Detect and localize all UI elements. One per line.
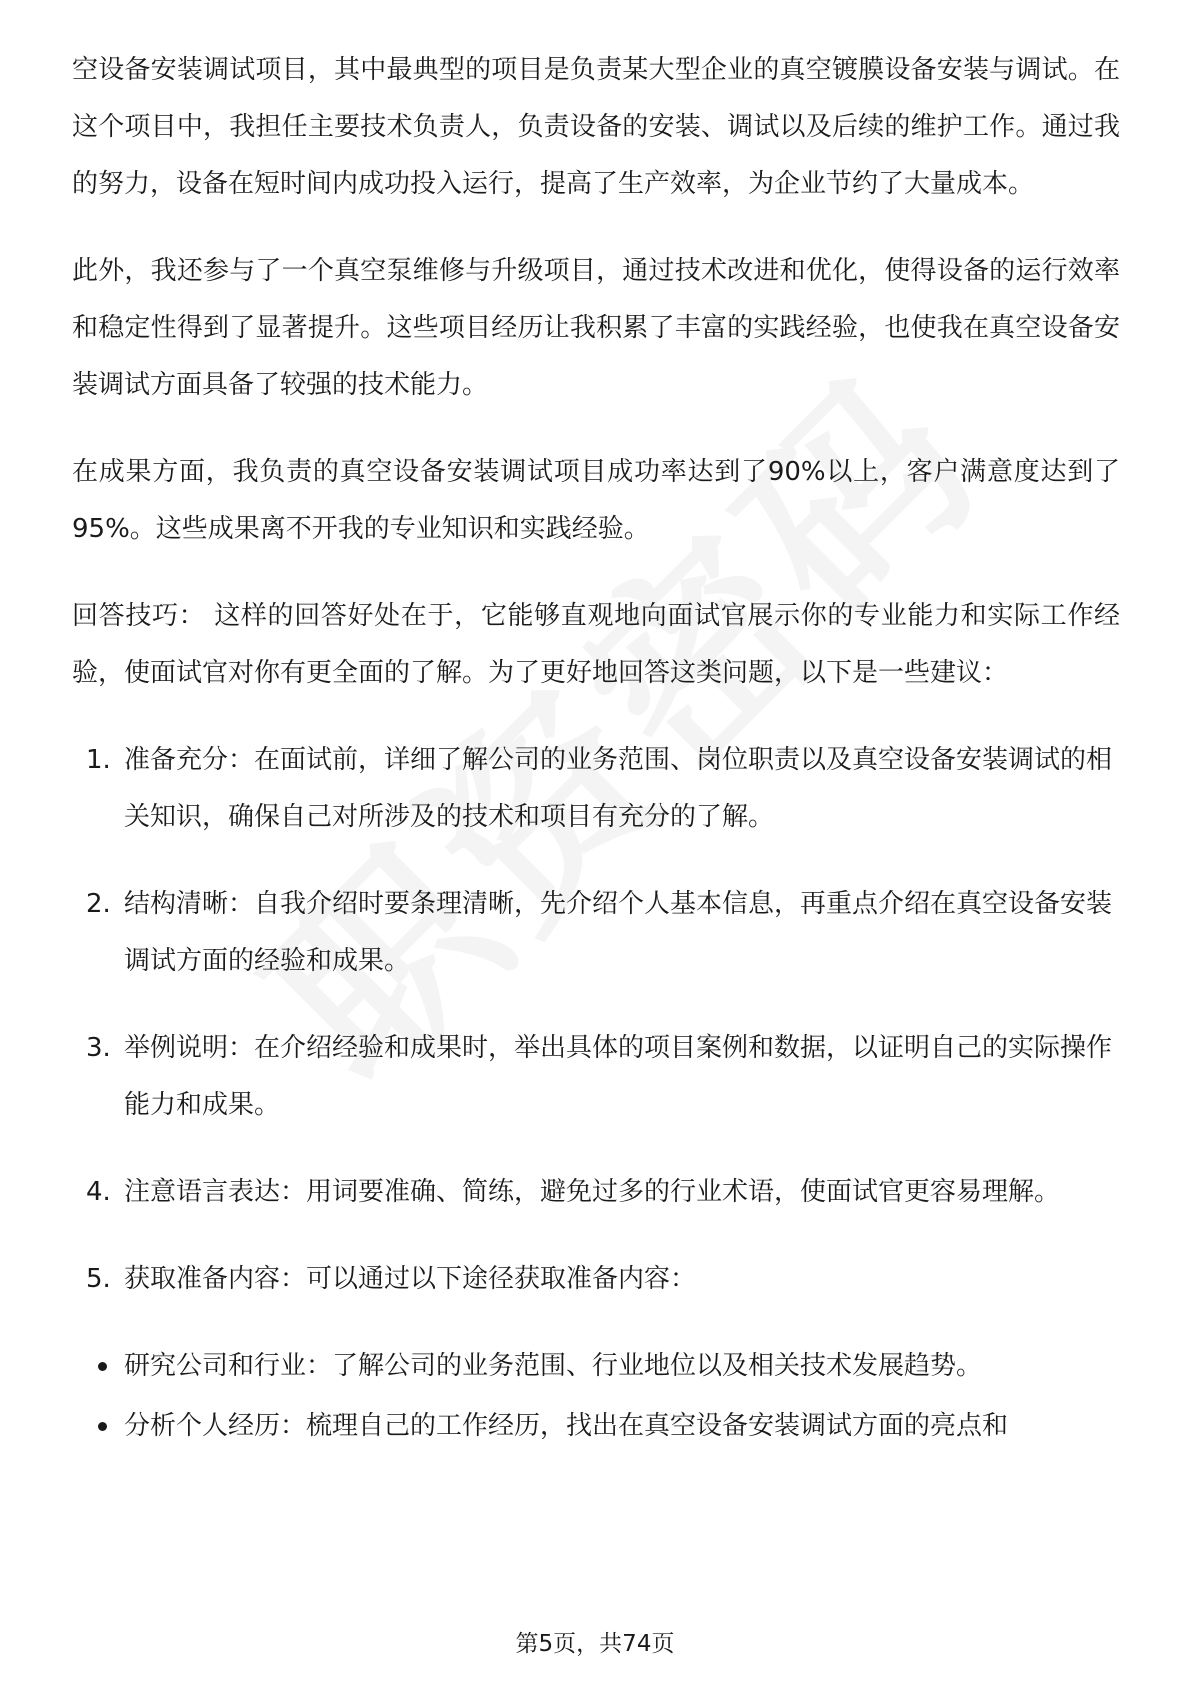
tips-list <box>72 732 1120 1308</box>
bullet-dot-icon <box>98 1362 107 1371</box>
page-footer: 第5页，共74页 <box>515 1631 675 1657</box>
paragraph-answer-tips: 回答技巧： 这样的回答好处在于，它能够直观地向面试官展示你的专业能力和实际工作经验，使面试官对你有更全面的了解。为了更好地回答这类问题，以下是一些建议： <box>72 601 1120 688</box>
tip-number: 3. <box>86 1033 111 1063</box>
paragraph-achievements: 在成果方面，我负责的真空设备安装调试项目成功率达到了90%以上，客户满意度达到了95%。这些成果离不开我的专业知识和实践经验。 <box>72 457 1120 544</box>
tip-text: 结构清晰：自我介绍时要条理清晰，先介绍个人基本信息，再重点介绍在真空设备安装调试方面的经验和成果。 <box>124 889 1113 976</box>
bullet-dot-icon <box>98 1422 107 1431</box>
tip-item <box>72 1020 1120 1134</box>
tip-item <box>72 1251 1120 1308</box>
tip-item <box>72 732 1120 846</box>
tip-item <box>72 876 1120 990</box>
bullet-text: 分析个人经历：梳理自己的工作经历，找出在真空设备安装调试方面的亮点和 <box>124 1411 1009 1441</box>
paragraph-project-experience: 空设备安装调试项目，其中最典型的项目是负责某大型企业的真空镀膜设备安装与调试。在这个项目中，我担任主要技术负责人，负责设备的安装、调试以及后续的维护工作。通过我的努力，设备在短时间内成功投入运行，提高了生产效率，为企业节约了大量成本。 <box>72 55 1120 199</box>
tip-text: 准备充分：在面试前，详细了解公司的业务范围、岗位职责以及真空设备安装调试的相关知识，确保自己对所涉及的技术和项目有充分的了解。 <box>124 745 1113 832</box>
tip-number: 1. <box>86 745 111 775</box>
bullet-text: 研究公司和行业：了解公司的业务范围、行业地位以及相关技术发展趋势。 <box>124 1351 983 1381</box>
bullet-item <box>72 1338 1120 1394</box>
tip-text: 举例说明：在介绍经验和成果时，举出具体的项目案例和数据，以证明自己的实际操作能力和成果。 <box>124 1033 1113 1120</box>
bullet-item <box>72 1398 1120 1454</box>
tip-text: 注意语言表达：用词要准确、简练，避免过多的行业术语，使面试官更容易理解。 <box>124 1177 1061 1207</box>
preparation-sources-list <box>72 1338 1120 1454</box>
tip-text: 获取准备内容：可以通过以下途径获取准备内容： <box>124 1264 697 1294</box>
tip-item <box>72 1164 1120 1221</box>
tip-number: 4. <box>86 1177 111 1207</box>
tip-number: 5. <box>86 1264 111 1294</box>
paragraph-additional-project: 此外，我还参与了一个真空泵维修与升级项目，通过技术改进和优化，使得设备的运行效率和稳定性得到了显著提升。这些项目经历让我积累了丰富的实践经验，也使我在真空设备安装调试方面具备了较强的技术能力。 <box>72 256 1120 400</box>
page-content <box>72 42 1120 1458</box>
tip-number: 2. <box>86 889 111 919</box>
